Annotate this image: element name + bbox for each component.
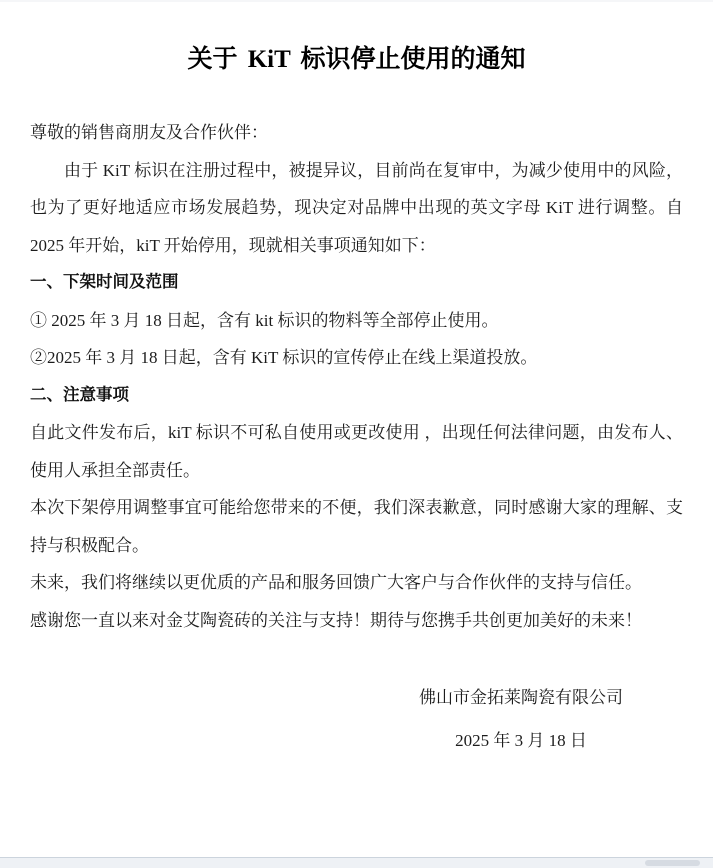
- document-body: [30, 152, 683, 640]
- section-2-paragraph-3: 未来，我们将继续以更优质的产品和服务回馈广大客户与合作伙伴的支持与信任。: [30, 573, 642, 592]
- scrollbar-thumb[interactable]: [645, 860, 700, 866]
- document-title: 关于 KiT 标识停止使用的通知: [187, 46, 526, 73]
- section-2-paragraph-1: 自此文件发布后，kiT 标识不可私自使用或更改使用 ，出现任何法律问题，由发布人、使用人承担全部责任。: [30, 423, 683, 480]
- notice-document: [30, 0, 683, 759]
- signature-company: 佛山市金拓莱陶瓷有限公司: [419, 688, 623, 707]
- section-1-item-2: ②2025 年 3 月 18 日起，含有 KiT 标识的宣传停止在线上渠道投放。: [30, 348, 538, 367]
- section-2-heading: 二、注意事项: [30, 385, 129, 404]
- intro-paragraph: 由于 KiT 标识在注册过程中，被提异议，目前尚在复审中，为减少使用中的风险，也为了更好地适应市场发展趋势，现决定对品牌中出现的英文字母 KiT 进行调整。自 2025 年开始，kiT 开始停用，现就相关事项通知如下：: [30, 160, 683, 255]
- signature-block: [416, 679, 626, 759]
- section-1-item-1: ① 2025 年 3 月 18 日起，含有 kit 标识的物料等全部停止使用。: [30, 310, 499, 330]
- signature-date: 2025 年 3 月 18 日: [455, 730, 587, 750]
- section-2-paragraph-4: 感谢您一直以来对金艾陶瓷砖的关注与支持！期待与您携手共创更加美好的未来！: [30, 610, 642, 630]
- section-2-paragraph-2: 本次下架停用调整事宜可能给您带来的不便，我们深表歉意，同时感谢大家的理解、支持与积极配合。: [30, 498, 683, 555]
- section-1-heading: 一、下架时间及范围: [30, 273, 179, 291]
- horizontal-scrollbar[interactable]: [0, 857, 713, 868]
- greeting-line: 尊敬的销售商朋友及合作伙伴：: [30, 123, 268, 142]
